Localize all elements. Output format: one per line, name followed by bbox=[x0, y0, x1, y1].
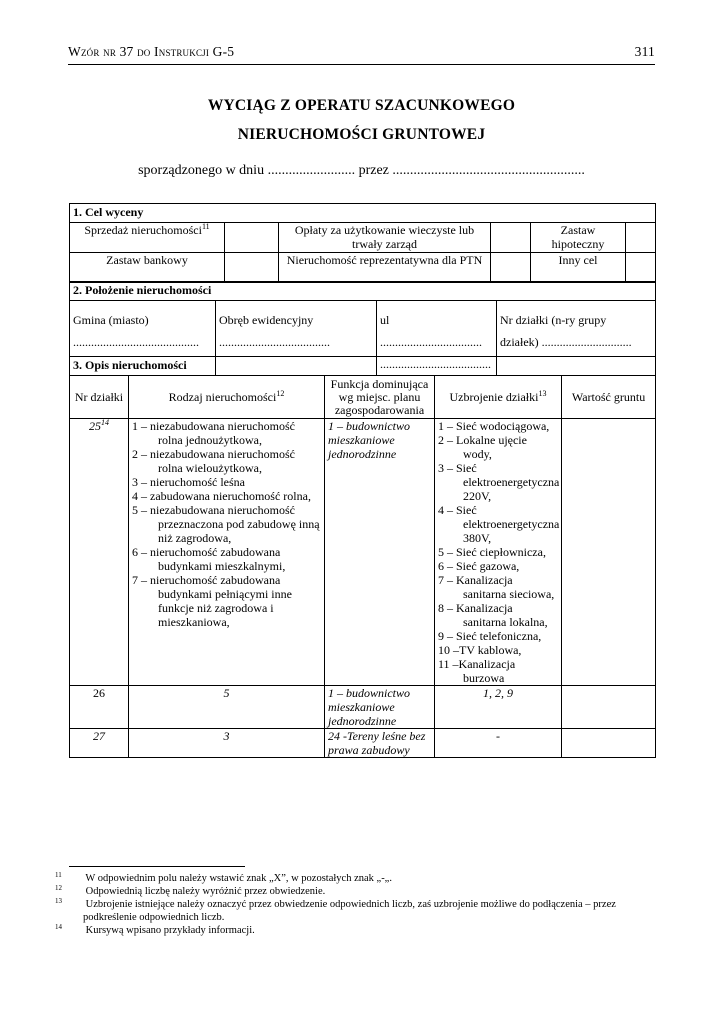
checkbox-cell-mortgage[interactable] bbox=[626, 223, 656, 253]
checkbox-cell-fees[interactable] bbox=[491, 223, 531, 253]
col-header-nr: Nr działki bbox=[70, 376, 129, 419]
cell-rodzaj: 5 bbox=[129, 686, 325, 729]
section-title: 1. Cel wyceny bbox=[70, 204, 656, 223]
cell-uzbrojenie: - bbox=[435, 729, 562, 758]
table-row bbox=[70, 729, 656, 758]
uzbrojenie-list bbox=[438, 419, 558, 685]
purpose-other: Inny cel bbox=[531, 253, 626, 283]
uzbrojenie-item: 1 – Sieć wodociągowa, bbox=[438, 419, 550, 433]
uzbrojenie-item: 10 –TV kablowa, bbox=[438, 643, 522, 657]
purpose-sale: Sprzedaż nieruchomości$^{11}$ bbox=[70, 223, 225, 253]
cell-wartosc[interactable] bbox=[562, 419, 656, 686]
purpose-fees: Opłaty za użytkowanie wieczyste lub trwały zarząd bbox=[279, 223, 491, 253]
uzbrojenie-item: 6 – Sieć gazowa, bbox=[438, 559, 520, 573]
col-header-wartosc: Wartość gruntu bbox=[562, 376, 656, 419]
purpose-bank: Zastaw bankowy bbox=[70, 253, 225, 283]
cell-uzbrojenie: 1, 2, 9 bbox=[435, 686, 562, 729]
cell-nr: 26 bbox=[70, 686, 129, 729]
uzbrojenie-item: 5 – Sieć ciepłownicza, bbox=[438, 545, 546, 559]
checkbox-cell-bank[interactable] bbox=[225, 253, 279, 283]
footnote: $^{11}$ W odpowiednim polu należy wstawić znak „X”, w pozostałych znak „-„. bbox=[55, 870, 392, 884]
field-nr-dzialki[interactable]: Nr działki (n-ry grupy działek) .............................. bbox=[497, 301, 656, 376]
cell-wartosc[interactable] bbox=[562, 686, 656, 729]
cell-wartosc[interactable] bbox=[562, 729, 656, 758]
col-header-funkcja: Funkcja dominująca wg miejsc. planu zagospodarowania bbox=[325, 376, 435, 419]
header-title: Wzór nr 37 do Instrukcji G-5 bbox=[68, 44, 235, 59]
field-ulica[interactable]: ul .................................. ..................................... bbox=[377, 301, 497, 376]
purpose-ptn: Nieruchomość reprezentatywna dla PTN bbox=[279, 253, 491, 283]
field-gmina[interactable]: Gmina (miasto) .......................................... bbox=[70, 301, 216, 376]
section-title: 2. Położenie nieruchomości bbox=[70, 282, 656, 301]
uzbrojenie-item: 9 – Sieć telefoniczna, bbox=[438, 629, 542, 643]
rodzaj-item: 3 – nieruchomość leśna bbox=[132, 475, 245, 489]
rodzaj-list bbox=[132, 419, 321, 629]
document-subtitle: NIERUCHOMOŚCI GRUNTOWEJ bbox=[237, 126, 486, 143]
footnote: $^{12}$ Odpowiednią liczbę należy wyróżnić przez obwiedzenie. bbox=[55, 883, 326, 897]
rodzaj-item: 1 – niezabudowana nieruchomość rolna jednoużytkowa, bbox=[132, 419, 295, 447]
cell-nr: 27 bbox=[70, 729, 129, 758]
prepared-line: sporządzonego w dniu ......................... przez ....................................................... bbox=[138, 163, 585, 178]
purpose-mortgage: Zastaw hipoteczny bbox=[531, 223, 626, 253]
footnote: $^{14}$ Kursywą wpisano przykłady informacji. bbox=[55, 922, 255, 936]
section-opis bbox=[69, 356, 656, 758]
field-obreb[interactable]: Obręb ewidencyjny ..................................... bbox=[216, 301, 377, 376]
uzbrojenie-item: 4 – Sieć elektroenergetyczna 380V, bbox=[438, 503, 560, 545]
uzbrojenie-item: 11 –Kanalizacja burzowa bbox=[438, 657, 516, 685]
rodzaj-item: 4 – zabudowana nieruchomość rolna, bbox=[132, 489, 311, 503]
col-header-uzbrojenie: Uzbrojenie działki$^{13}$ bbox=[435, 376, 562, 419]
cell-funkcja: 24 -Tereny leśne bez prawa zabudowy bbox=[325, 729, 435, 758]
rodzaj-item: 5 – niezabudowana nieruchomość przeznaczona pod zabudowę inną niż zagrodowa, bbox=[132, 503, 320, 545]
cell-rodzaj bbox=[129, 419, 325, 686]
footnote: $^{13}$ Uzbrojenie istniejące należy oznaczyć przez obwiedzenie odpowiednich liczb, zaś uzbrojenie możliwe do podłączenia – przez podkreślenie odpowiednich liczb. bbox=[55, 896, 616, 923]
rodzaj-item: 6 – nieruchomość zabudowana budynkami mieszkalnymi, bbox=[132, 545, 286, 573]
rodzaj-item: 2 – niezabudowana nieruchomość rolna wieloużytkowa, bbox=[132, 447, 295, 475]
page-number: 311 bbox=[634, 44, 655, 59]
table-row bbox=[70, 686, 656, 729]
cell-funkcja: 1 – budownictwo mieszkaniowe jednorodzinne bbox=[325, 419, 435, 686]
checkbox-cell-ptn[interactable] bbox=[491, 253, 531, 283]
checkbox-cell-other[interactable] bbox=[626, 253, 656, 283]
cell-nr: $25^{14}$ bbox=[70, 419, 129, 686]
col-header-rodzaj: Rodzaj nieruchomości$^{12}$ bbox=[129, 376, 325, 419]
uzbrojenie-item: 3 – Sieć elektroenergetyczna 220V, bbox=[438, 461, 560, 503]
footnote-rule bbox=[69, 866, 245, 867]
rodzaj-item: 7 – nieruchomość zabudowana budynkami pełniącymi inne funkcje niż zagrodowa i mieszkaniowa, bbox=[132, 573, 292, 629]
uzbrojenie-item: 2 – Lokalne ujęcie wody, bbox=[438, 433, 527, 461]
section-title: 3. Opis nieruchomości bbox=[70, 357, 656, 376]
running-header bbox=[68, 44, 655, 60]
section-cel-wyceny bbox=[69, 203, 656, 283]
cell-uzbrojenie bbox=[435, 419, 562, 686]
cell-rodzaj: 3 bbox=[129, 729, 325, 758]
document-title: WYCIĄG Z OPERATU SZACUNKOWEGO bbox=[207, 97, 516, 114]
header-rule bbox=[68, 64, 655, 65]
checkbox-cell-sale[interactable] bbox=[225, 223, 279, 253]
footnotes bbox=[55, 870, 659, 937]
cell-funkcja: 1 – budownictwo mieszkaniowe jednorodzinne bbox=[325, 686, 435, 729]
uzbrojenie-item: 7 – Kanalizacja sanitarna sieciowa, bbox=[438, 573, 555, 601]
table-row bbox=[70, 419, 656, 686]
uzbrojenie-item: 8 – Kanalizacja sanitarna lokalna, bbox=[438, 601, 548, 629]
